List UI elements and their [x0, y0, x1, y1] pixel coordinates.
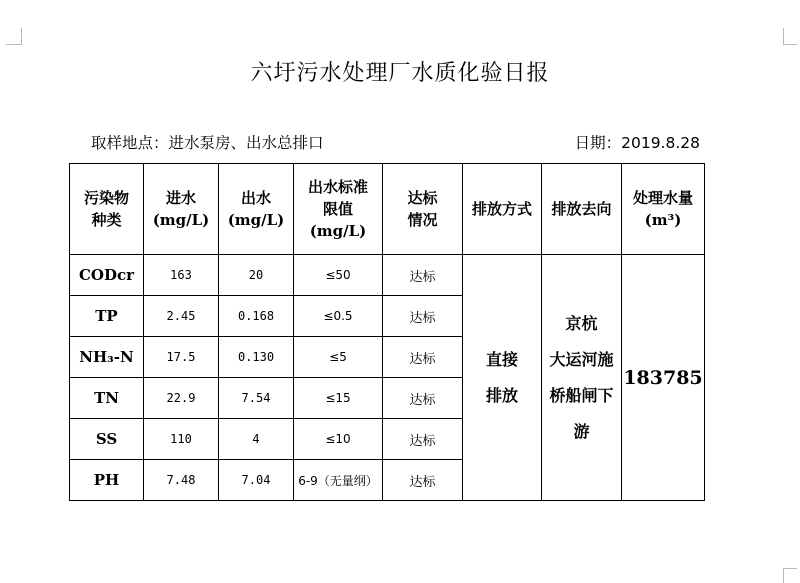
limit-value: ≤5: [294, 337, 383, 378]
effluent-value: 7.04: [219, 460, 294, 501]
pollutant-name: CODcr: [70, 255, 144, 296]
limit-value: ≤50: [294, 255, 383, 296]
page-corner-mark-bottom-right-h: [783, 568, 797, 569]
page-title: 六圩污水处理厂水质化验日报: [250, 61, 550, 86]
header-pollutant: 污染物 种类: [70, 164, 144, 255]
compliance-status: 达标: [383, 337, 463, 378]
effluent-value: 0.130: [219, 337, 294, 378]
pollutant-name: SS: [70, 419, 144, 460]
header-influent: 进水 (mg/L): [144, 164, 219, 255]
compliance-status: 达标: [383, 378, 463, 419]
compliance-status: 达标: [383, 296, 463, 337]
compliance-status: 达标: [383, 419, 463, 460]
effluent-value: 7.54: [219, 378, 294, 419]
pollutant-name: TP: [70, 296, 144, 337]
compliance-status: 达标: [383, 460, 463, 501]
limit-value: ≤10: [294, 419, 383, 460]
page-corner-mark-left-h: [6, 44, 22, 45]
header-compliance: 达标 情况: [383, 164, 463, 255]
influent-value: 110: [144, 419, 219, 460]
header-effluent: 出水 (mg/L): [219, 164, 294, 255]
discharge-method: 直接 排放: [463, 255, 542, 501]
page-corner-mark-right: [783, 28, 784, 44]
discharge-destination: 京杭 大运河施 桥船闸下 游: [542, 255, 622, 501]
compliance-status: 达标: [383, 255, 463, 296]
influent-value: 7.48: [144, 460, 219, 501]
pollutant-name: PH: [70, 460, 144, 501]
report-date: 日期：2019.8.28: [574, 134, 700, 152]
sampling-location: 取样地点：进水泵房、出水总排口: [91, 134, 324, 152]
limit-value: ≤0.5: [294, 296, 383, 337]
effluent-value: 0.168: [219, 296, 294, 337]
effluent-value: 4: [219, 419, 294, 460]
header-discharge-to: 排放去向: [542, 164, 622, 255]
table-row: [70, 255, 705, 296]
water-quality-table: [69, 163, 705, 501]
page-corner-mark-left: [21, 28, 22, 44]
influent-value: 17.5: [144, 337, 219, 378]
limit-value: ≤15: [294, 378, 383, 419]
effluent-value: 20: [219, 255, 294, 296]
influent-value: 163: [144, 255, 219, 296]
influent-value: 2.45: [144, 296, 219, 337]
page-corner-mark-right-h: [783, 44, 797, 45]
pollutant-name: TN: [70, 378, 144, 419]
header-volume: 处理水量 (m³): [622, 164, 705, 255]
pollutant-name: NH₃-N: [70, 337, 144, 378]
treated-volume: 183785: [622, 255, 705, 501]
header-limit: 出水标准 限值 (mg/L): [294, 164, 383, 255]
limit-value: 6-9（无量纲）: [294, 460, 383, 501]
header-discharge-method: 排放方式: [463, 164, 542, 255]
table-header-row: [70, 164, 705, 255]
page-corner-mark-bottom-right: [783, 568, 784, 583]
influent-value: 22.9: [144, 378, 219, 419]
